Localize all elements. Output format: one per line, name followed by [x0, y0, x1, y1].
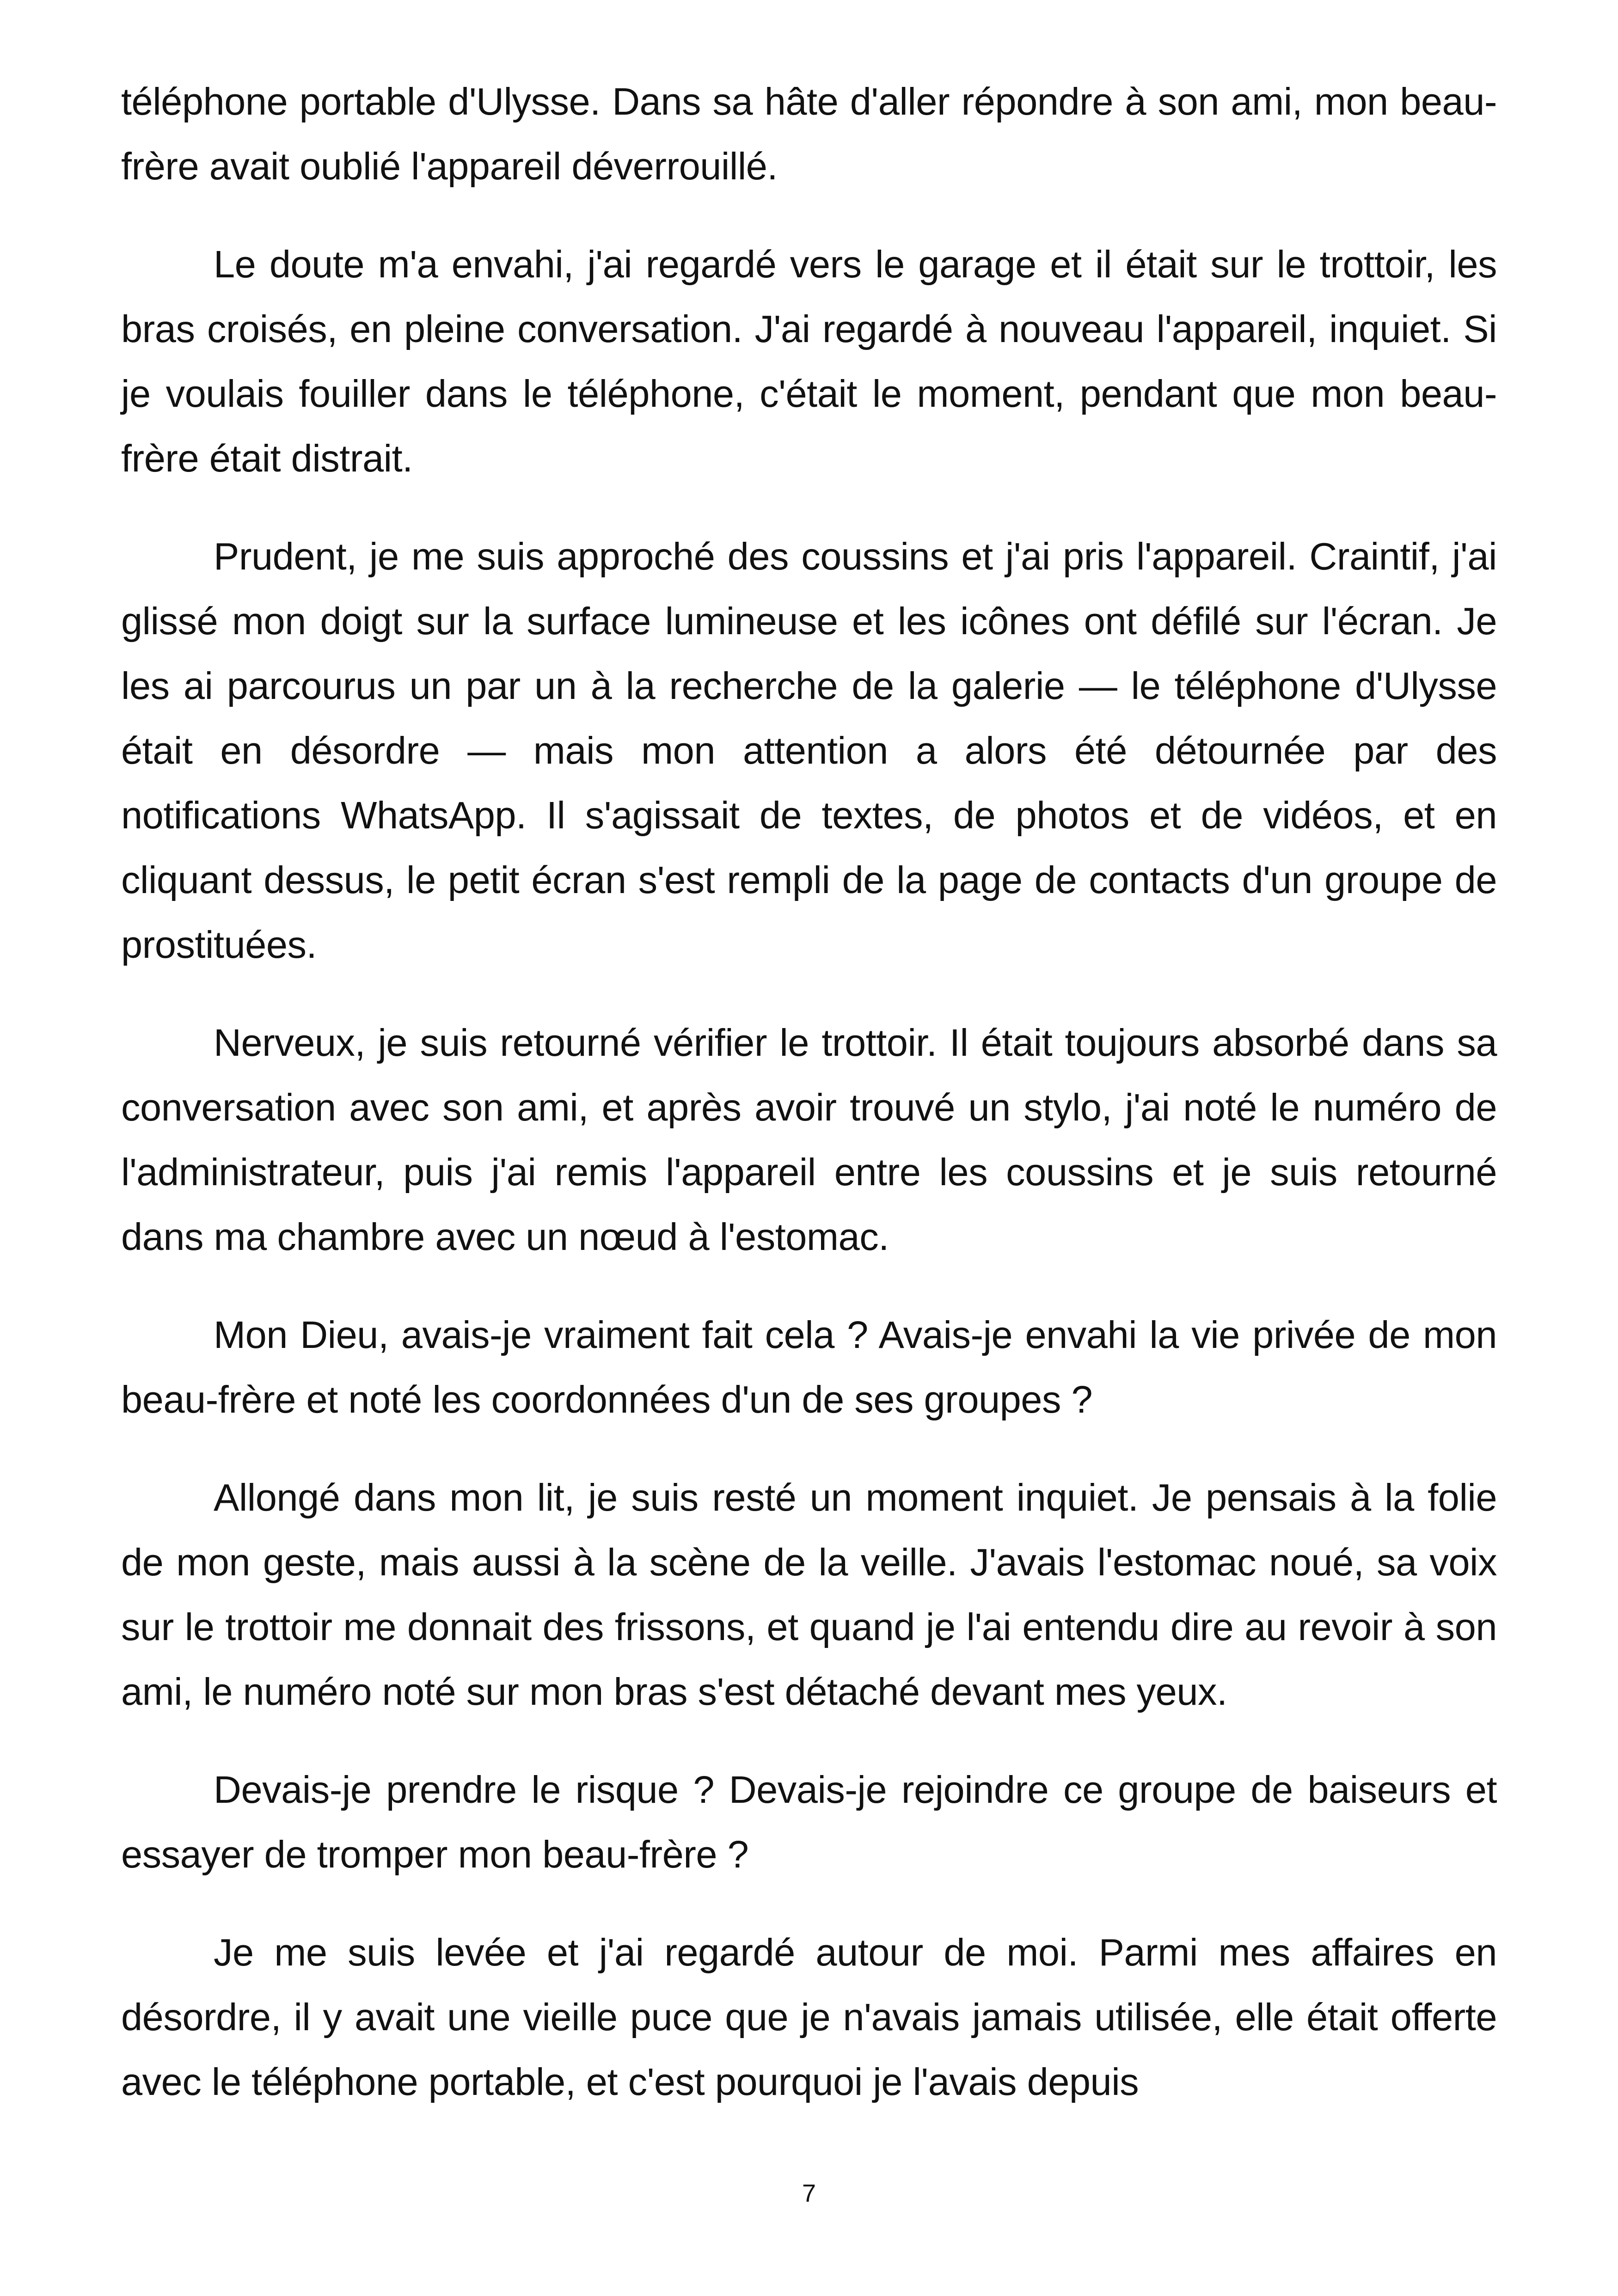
paragraph-6: Allongé dans mon lit, je suis resté un moment inquiet. Je pensais à la folie de mon geste, mais aussi à la scène de la veille. J'avais l'estomac noué, sa voix sur le trottoir me donnait des frissons, et quand je l'ai entendu dire au revoir à son ami, le numéro noté sur mon bras s'est détaché devant mes yeux.	[121, 1476, 1497, 1713]
paragraph-8: Je me suis levée et j'ai regardé autour de moi. Parmi mes affaires en désordre, il y avait une vieille puce que je n'avais jamais utilisée, elle était offerte avec le téléphone portable, et c'est pourquoi je l'avais depuis	[121, 1931, 1497, 2103]
paragraph-1: téléphone portable d'Ulysse. Dans sa hâte d'aller répondre à son ami, mon beau-frère avait oublié l'appareil déverrouillé.	[121, 80, 1497, 188]
paragraph-3: Prudent, je me suis approché des coussins et j'ai pris l'appareil. Craintif, j'ai glissé mon doigt sur la surface lumineuse et les icônes ont défilé sur l'écran. Je les ai parcourus un par un à la recherche de la galerie — le téléphone d'Ulysse était en désordre — mais mon attention a alors été détournée par des notifications WhatsApp. Il s'agissait de textes, de photos et de vidéos, et en cliquant dessus, le petit écran s'est rempli de la page de contacts d'un groupe de prostituées.	[121, 535, 1497, 966]
page-number: 7	[802, 2180, 816, 2207]
paragraph-4: Nerveux, je suis retourné vérifier le trottoir. Il était toujours absorbé dans sa conversation avec son ami, et après avoir trouvé un stylo, j'ai noté le numéro de l'administrateur, puis j'ai remis l'appareil entre les coussins et je suis retourné dans ma chambre avec un nœud à l'estomac.	[121, 1021, 1497, 1258]
document-page	[121, 69, 1497, 2148]
paragraph-2: Le doute m'a envahi, j'ai regardé vers le garage et il était sur le trottoir, les bras croisés, en pleine conversation. J'ai regardé à nouveau l'appareil, inquiet. Si je voulais fouiller dans le téléphone, c'était le moment, pendant que mon beau-frère était distrait.	[121, 243, 1497, 480]
paragraph-5: Mon Dieu, avais-je vraiment fait cela ? Avais-je envahi la vie privée de mon beau-frère et noté les coordonnées d'un de ses groupes ?	[121, 1313, 1497, 1421]
paragraph-7: Devais-je prendre le risque ? Devais-je rejoindre ce groupe de baiseurs et essayer de tromper mon beau-frère ?	[121, 1768, 1497, 1876]
